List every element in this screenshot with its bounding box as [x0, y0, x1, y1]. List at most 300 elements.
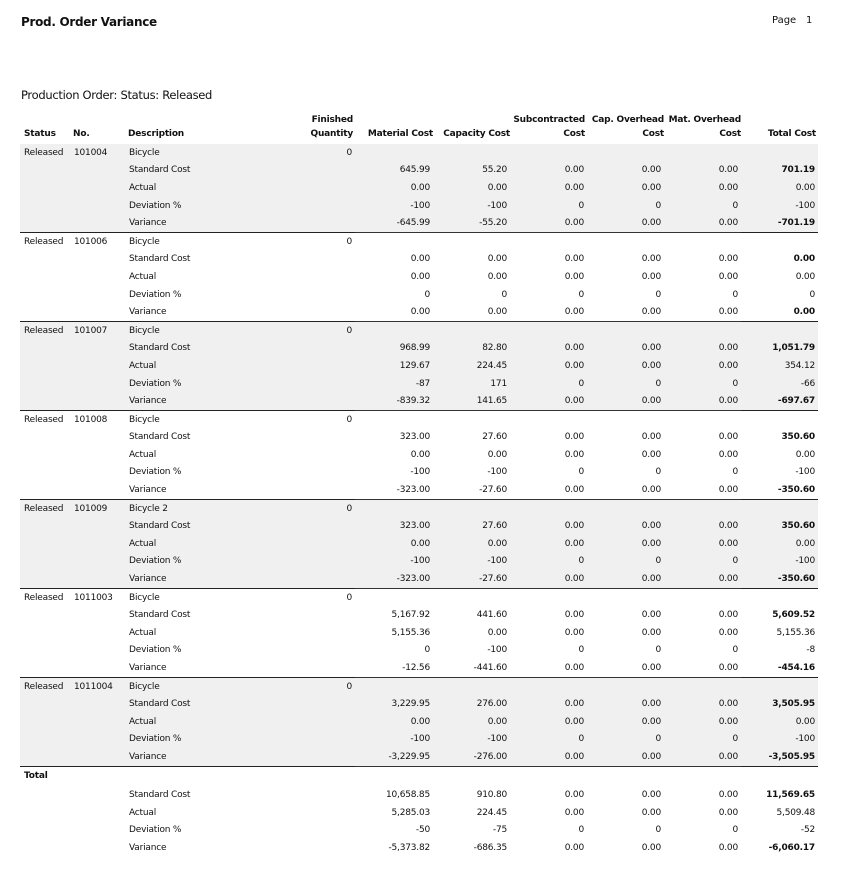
material-cost: 0	[424, 289, 430, 300]
empty-cell	[355, 766, 433, 784]
finished-quantity-cell	[237, 303, 355, 321]
material-cost: -839.32	[355, 392, 433, 410]
cap-overhead-cost: 0.00	[587, 162, 664, 180]
cap-overhead-cost: 0.00	[587, 804, 664, 822]
no-cell	[70, 804, 125, 822]
detail-row	[20, 481, 818, 499]
total-cost: 0.00	[741, 713, 818, 731]
empty-cell	[587, 677, 664, 695]
empty-cell	[355, 588, 433, 606]
cap-overhead-cost: 0.00	[641, 449, 661, 460]
capacity-cost: -276.00	[433, 748, 510, 766]
material-cost: -323.00	[355, 481, 433, 499]
status-cell: Released	[20, 144, 70, 162]
mat-overhead-cost: 0.00	[718, 271, 738, 282]
mat-overhead-cost: 0.00	[664, 214, 741, 232]
detail-row	[20, 804, 818, 822]
cap-overhead-line-1: Cap. Overhead	[591, 115, 664, 125]
row-label: Deviation %	[125, 553, 237, 571]
subcontracted-cost: 0.00	[564, 254, 584, 265]
empty-cell	[741, 321, 818, 339]
material-cost: 5,155.36	[391, 627, 430, 638]
cap-overhead-cost: 0	[587, 822, 664, 840]
cap-overhead-cost: 0.00	[587, 839, 664, 857]
row-label: Deviation %	[125, 375, 237, 393]
empty-cell	[125, 766, 237, 784]
total-cost: 5,509.48	[741, 804, 818, 822]
subcontracted-cost: 0.00	[510, 481, 587, 499]
detail-row	[20, 392, 818, 410]
finished-quantity-cell	[237, 214, 355, 232]
capacity-cost: -100	[487, 645, 507, 656]
finished-quantity-cell	[237, 268, 355, 286]
description-cell: Bicycle	[129, 236, 160, 247]
status-cell	[20, 286, 70, 304]
row-label: Variance	[129, 307, 167, 318]
cap-overhead-cost: 0.00	[641, 610, 661, 621]
finished-quantity-cell: 0	[237, 321, 355, 339]
finished-quantity-cell: 0	[237, 677, 355, 695]
status-cell	[20, 553, 70, 571]
finished-quantity-cell	[237, 340, 355, 358]
row-label: Standard Cost	[129, 610, 191, 621]
material-cost: 10,658.85	[355, 786, 433, 804]
mat-overhead-cost: 0.00	[718, 432, 738, 443]
status-cell	[20, 606, 70, 624]
order-header-row	[20, 677, 818, 695]
material-cost: 0.00	[410, 254, 430, 265]
empty-cell	[587, 144, 664, 162]
mat-overhead-cost: 0.00	[664, 713, 741, 731]
mat-overhead-cost: 0.00	[718, 254, 738, 265]
finished-quantity-cell	[237, 659, 355, 677]
total-cost: -350.60	[777, 485, 815, 496]
finished-quantity-cell: 0	[346, 414, 352, 425]
capacity-cost: 0.00	[487, 449, 507, 460]
cap-overhead-cost: 0.00	[587, 786, 664, 804]
capacity-cost: 27.60	[482, 432, 507, 443]
empty-cell	[433, 410, 510, 428]
capacity-cost: 0	[501, 289, 507, 300]
finished-quantity-cell	[237, 429, 355, 447]
empty-cell	[510, 677, 587, 695]
total-cost: 1,051.79	[741, 340, 818, 358]
empty-cell	[664, 499, 741, 517]
finished-quantity-cell	[237, 197, 355, 215]
description-cell: Bicycle	[125, 321, 237, 339]
no-cell	[70, 695, 125, 713]
material-cost: 0.00	[355, 713, 433, 731]
order-header-row	[20, 588, 818, 606]
finished-quantity-cell	[237, 464, 355, 482]
row-label: Standard Cost	[125, 162, 237, 180]
description-cell: Bicycle	[129, 414, 160, 425]
detail-row	[20, 357, 818, 375]
material-cost: -100	[355, 553, 433, 571]
description-cell: Bicycle 2	[125, 499, 237, 517]
mat-overhead-cost: 0.00	[664, 748, 741, 766]
detail-row	[20, 570, 818, 588]
page-label: Page	[772, 15, 797, 26]
no-cell	[70, 553, 125, 571]
mat-overhead-cost: 0	[664, 197, 741, 215]
finished-quantity-line-2: Quantity	[310, 129, 353, 139]
finished-quantity-line-1: Finished	[311, 115, 353, 125]
status-cell	[20, 251, 70, 269]
material-cost: 968.99	[355, 340, 433, 358]
status-cell	[20, 481, 70, 499]
total-cost: -100	[741, 731, 818, 749]
detail-row	[20, 162, 818, 180]
empty-cell	[433, 321, 510, 339]
mat-overhead-cost: 0.00	[664, 481, 741, 499]
material-cost: 0.00	[410, 449, 430, 460]
column-header-total-cost: Total Cost	[767, 129, 816, 139]
detail-row	[20, 822, 818, 840]
row-label: Actual	[129, 271, 156, 282]
material-cost: 323.00	[355, 517, 433, 535]
cap-overhead-cost: 0.00	[587, 748, 664, 766]
order-group	[20, 588, 818, 677]
cap-overhead-cost: 0.00	[587, 214, 664, 232]
no-cell	[70, 214, 125, 232]
subcontracted-cost: 0.00	[564, 627, 584, 638]
row-label: Actual	[125, 713, 237, 731]
subcontracted-cost: 0.00	[510, 162, 587, 180]
finished-quantity-cell	[237, 839, 355, 857]
capacity-cost: 0.00	[487, 254, 507, 265]
mat-overhead-cost: 0	[664, 553, 741, 571]
row-label: Deviation %	[129, 645, 182, 656]
cap-overhead-cost: 0.00	[587, 570, 664, 588]
total-cost: 350.60	[741, 517, 818, 535]
finished-quantity-cell	[237, 786, 355, 804]
total-cost: -66	[741, 375, 818, 393]
cap-overhead-cost: 0.00	[641, 627, 661, 638]
detail-row	[20, 251, 818, 269]
detail-row	[20, 214, 818, 232]
row-label: Deviation %	[125, 197, 237, 215]
detail-row	[20, 731, 818, 749]
subcontracted-cost: 0	[510, 553, 587, 571]
no-cell	[70, 659, 125, 677]
capacity-cost: -686.35	[433, 839, 510, 857]
material-cost: -5,373.82	[355, 839, 433, 857]
order-header-row	[20, 232, 818, 250]
empty-cell	[510, 766, 587, 784]
status-cell	[20, 357, 70, 375]
subcontracted-cost: 0	[578, 467, 584, 478]
material-cost: -12.56	[355, 659, 433, 677]
material-cost: 0.00	[410, 271, 430, 282]
capacity-cost: 224.45	[433, 804, 510, 822]
finished-quantity-cell	[237, 570, 355, 588]
subcontracted-cost: 0.00	[564, 449, 584, 460]
mat-overhead-cost: 0.00	[664, 303, 741, 321]
empty-cell	[510, 321, 587, 339]
status-cell	[20, 464, 70, 482]
mat-overhead-cost: 0.00	[664, 535, 741, 553]
capacity-cost: 27.60	[433, 517, 510, 535]
finished-quantity-cell: 0	[237, 499, 355, 517]
empty-cell	[741, 766, 818, 784]
total-cost: 0.00	[793, 307, 815, 318]
empty-cell	[587, 321, 664, 339]
finished-quantity-cell	[237, 357, 355, 375]
empty-cell	[664, 321, 741, 339]
subcontracted-cost: 0.00	[510, 357, 587, 375]
empty-cell	[664, 766, 741, 784]
detail-row	[20, 713, 818, 731]
order-header-row	[20, 321, 818, 339]
finished-quantity-cell	[237, 624, 355, 642]
order-no-cell: 101007	[70, 321, 125, 339]
capacity-cost: 141.65	[433, 392, 510, 410]
finished-quantity-cell	[237, 713, 355, 731]
detail-row	[20, 624, 818, 642]
detail-row	[20, 695, 818, 713]
order-header-row	[20, 410, 818, 428]
order-group	[20, 321, 818, 410]
material-cost: 0	[424, 645, 430, 656]
total-cost: -350.60	[741, 570, 818, 588]
status-cell	[20, 214, 70, 232]
empty-cell	[510, 232, 587, 250]
order-group	[20, 232, 818, 321]
material-cost: 645.99	[355, 162, 433, 180]
subcontracted-cost: 0	[510, 197, 587, 215]
row-label: Variance	[125, 570, 237, 588]
no-cell	[70, 286, 125, 304]
cap-overhead-cost: 0	[655, 289, 661, 300]
status-cell: Released	[24, 236, 64, 247]
cap-overhead-cost: 0	[587, 197, 664, 215]
capacity-cost: 0.00	[433, 179, 510, 197]
empty-cell	[510, 144, 587, 162]
subcontracted-cost: 0.00	[510, 748, 587, 766]
no-cell	[70, 392, 125, 410]
finished-quantity-cell	[237, 606, 355, 624]
empty-cell	[510, 499, 587, 517]
total-cost: -454.16	[777, 663, 815, 674]
no-cell	[70, 713, 125, 731]
row-label: Actual	[129, 627, 156, 638]
column-header-capacity-cost: Capacity Cost	[443, 129, 510, 139]
mat-overhead-cost: 0	[664, 375, 741, 393]
order-no-cell: 1011004	[70, 677, 125, 695]
column-header-mat-overhead-cost	[664, 113, 741, 141]
order-no-cell: 1011003	[74, 592, 113, 603]
empty-cell	[587, 588, 664, 606]
total-cost: -701.19	[741, 214, 818, 232]
material-cost: 0.00	[355, 303, 433, 321]
total-cost: -100	[795, 467, 815, 478]
subcontracted-cost: 0.00	[564, 610, 584, 621]
total-cost: 0.00	[741, 179, 818, 197]
empty-cell	[664, 232, 741, 250]
order-header-row	[20, 144, 818, 162]
total-cost: -52	[741, 822, 818, 840]
total-cost: -100	[741, 553, 818, 571]
order-no-cell: 101009	[70, 499, 125, 517]
cap-overhead-cost: 0	[587, 553, 664, 571]
total-label: Total	[20, 766, 125, 784]
status-cell	[20, 375, 70, 393]
material-cost: 0.00	[355, 179, 433, 197]
no-cell	[70, 162, 125, 180]
cap-overhead-cost: 0	[587, 375, 664, 393]
material-cost: -100	[355, 731, 433, 749]
mat-overhead-cost: 0.00	[664, 659, 741, 677]
cap-overhead-cost: 0.00	[641, 271, 661, 282]
row-label: Standard Cost	[129, 432, 191, 443]
column-header-finished-quantity	[290, 113, 353, 141]
total-cost: 0.00	[795, 449, 815, 460]
order-no-cell: 101004	[70, 144, 125, 162]
finished-quantity-cell	[237, 642, 355, 660]
cap-overhead-cost: 0.00	[587, 659, 664, 677]
capacity-cost: -441.60	[433, 659, 510, 677]
detail-row	[20, 748, 818, 766]
subcontracted-cost: 0.00	[510, 303, 587, 321]
column-header-status: Status	[24, 129, 56, 139]
row-label: Variance	[125, 748, 237, 766]
detail-row	[20, 303, 818, 321]
status-cell	[20, 786, 70, 804]
order-group	[20, 499, 818, 588]
row-label: Actual	[129, 449, 156, 460]
status-cell	[20, 179, 70, 197]
finished-quantity-cell	[237, 535, 355, 553]
row-label: Deviation %	[125, 731, 237, 749]
empty-cell	[510, 410, 587, 428]
material-cost: -87	[355, 375, 433, 393]
capacity-cost: 224.45	[433, 357, 510, 375]
status-cell	[20, 303, 70, 321]
row-label: Actual	[125, 535, 237, 553]
empty-cell	[664, 588, 741, 606]
material-cost: 3,229.95	[355, 695, 433, 713]
status-cell: Released	[20, 499, 70, 517]
status-cell	[20, 731, 70, 749]
subcontracted-cost: 0.00	[510, 214, 587, 232]
detail-row	[20, 786, 818, 804]
row-label: Actual	[125, 357, 237, 375]
detail-row	[20, 535, 818, 553]
total-cost: -6,060.17	[741, 839, 818, 857]
no-cell	[70, 446, 125, 464]
finished-quantity-cell: 0	[237, 144, 355, 162]
total-cost: 5,155.36	[776, 627, 815, 638]
finished-quantity-cell	[237, 517, 355, 535]
mat-overhead-cost: 0.00	[664, 392, 741, 410]
status-cell	[20, 822, 70, 840]
row-label: Standard Cost	[125, 517, 237, 535]
status-cell: Released	[24, 592, 64, 603]
detail-row	[20, 517, 818, 535]
cap-overhead-cost: 0.00	[587, 340, 664, 358]
status-cell	[20, 748, 70, 766]
total-cost: -697.67	[741, 392, 818, 410]
status-cell	[20, 535, 70, 553]
subcontracted-cost: 0.00	[510, 839, 587, 857]
mat-overhead-cost: 0.00	[718, 449, 738, 460]
mat-overhead-cost: 0	[732, 467, 738, 478]
detail-row	[20, 642, 818, 660]
empty-cell	[741, 677, 818, 695]
finished-quantity-cell	[237, 375, 355, 393]
cap-overhead-cost: 0.00	[587, 481, 664, 499]
no-cell	[70, 340, 125, 358]
empty-cell	[433, 499, 510, 517]
total-cost: 350.60	[781, 432, 815, 443]
no-cell	[70, 822, 125, 840]
cap-overhead-cost: 0.00	[587, 303, 664, 321]
no-cell	[70, 464, 125, 482]
no-cell	[70, 481, 125, 499]
empty-cell	[355, 499, 433, 517]
empty-cell	[587, 232, 664, 250]
mat-overhead-cost: 0	[732, 645, 738, 656]
status-cell	[20, 659, 70, 677]
finished-quantity-cell	[237, 481, 355, 499]
empty-cell	[587, 766, 664, 784]
capacity-cost: -100	[487, 467, 507, 478]
empty-cell	[433, 144, 510, 162]
order-no-cell: 101006	[74, 236, 108, 247]
subcontracted-cost: 0.00	[510, 695, 587, 713]
detail-row	[20, 464, 818, 482]
material-cost: 129.67	[355, 357, 433, 375]
detail-row	[20, 606, 818, 624]
cap-overhead-cost: 0.00	[587, 179, 664, 197]
status-cell	[20, 695, 70, 713]
capacity-cost: -55.20	[433, 214, 510, 232]
finished-quantity-cell	[237, 251, 355, 269]
mat-overhead-line-2: Cost	[719, 129, 741, 139]
detail-row	[20, 268, 818, 286]
mat-overhead-cost: 0.00	[664, 839, 741, 857]
empty-cell	[741, 499, 818, 517]
description-cell: Bicycle	[129, 592, 160, 603]
empty-cell	[355, 677, 433, 695]
description-cell: Bicycle	[125, 144, 237, 162]
cap-overhead-line-2: Cost	[642, 129, 664, 139]
cap-overhead-cost: 0.00	[587, 392, 664, 410]
no-cell	[70, 268, 125, 286]
no-cell	[70, 786, 125, 804]
capacity-cost: -100	[433, 553, 510, 571]
variance-table	[20, 144, 818, 857]
subcontracted-cost: 0.00	[564, 271, 584, 282]
status-cell	[20, 642, 70, 660]
row-label: Variance	[129, 485, 167, 496]
capacity-cost: 910.80	[433, 786, 510, 804]
empty-cell	[355, 410, 433, 428]
mat-overhead-cost: 0.00	[664, 179, 741, 197]
status-cell	[20, 804, 70, 822]
finished-quantity-cell	[237, 804, 355, 822]
capacity-cost: -27.60	[433, 481, 510, 499]
order-header-row	[20, 499, 818, 517]
mat-overhead-cost: 0.00	[664, 786, 741, 804]
row-label: Variance	[125, 214, 237, 232]
empty-cell	[741, 144, 818, 162]
empty-cell	[664, 677, 741, 695]
finished-quantity-cell	[237, 446, 355, 464]
empty-cell	[587, 410, 664, 428]
status-cell	[20, 392, 70, 410]
